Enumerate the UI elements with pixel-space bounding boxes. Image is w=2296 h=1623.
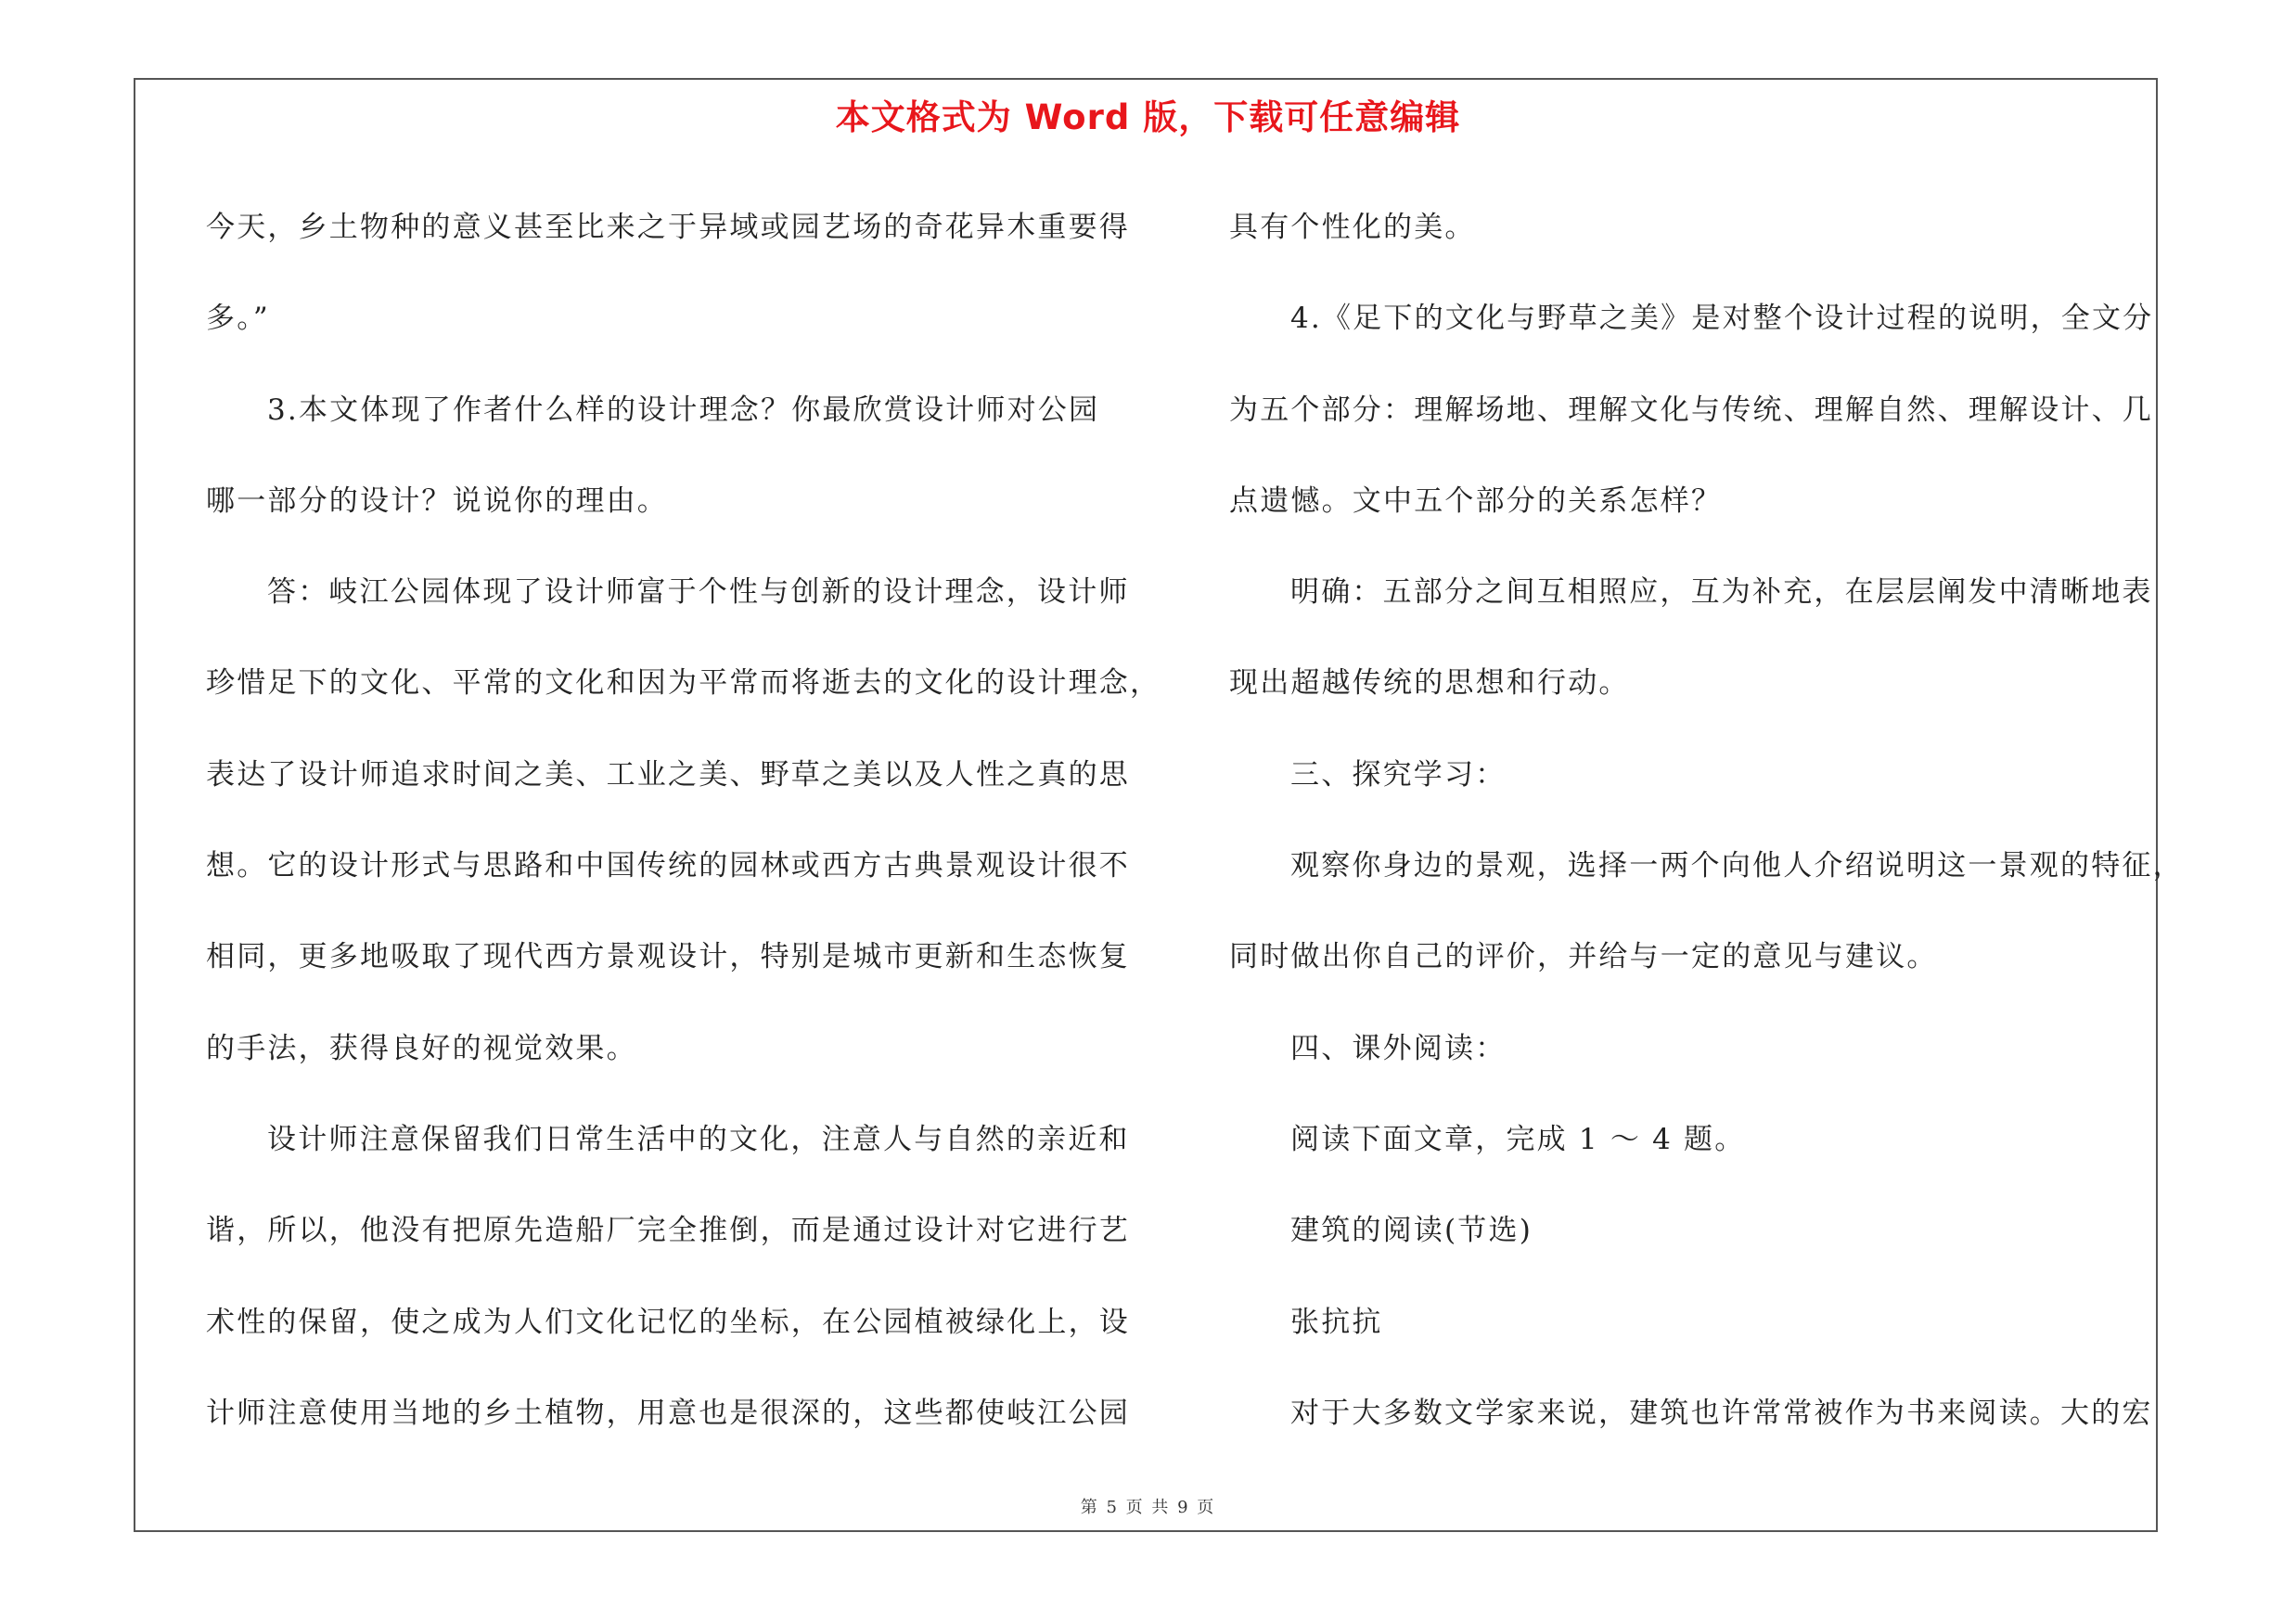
section-heading: 四、课外阅读： [1290,1031,1507,1065]
text-line: 明确：五部分之间互相照应，互为补充，在层层阐发中清晰地表 [1290,575,2153,610]
text-line: 珍惜足下的文化、平常的文化和因为平常而将逝去的文化的设计理念， [206,666,1161,701]
text-line: 4.《足下的文化与野草之美》是对整个设计过程的说明，全文分 [1290,302,2154,336]
section-heading: 三、探究学习： [1290,757,1507,792]
text-line: 阅读下面文章，完成 1 ～ 4 题。 [1290,1122,1746,1156]
text-line: 计师注意使用当地的乡土植物，用意也是很深的，这些都使岐江公园 [206,1396,1130,1430]
text-line: 同时做出你自己的评价，并给与一定的意见与建议。 [1229,940,1938,974]
text-line: 表达了设计师追求时间之美、工业之美、野草之美以及人性之真的思 [206,757,1130,792]
text-line: 谐，所以，他没有把原先造船厂完全推倒，而是通过设计对它进行艺 [206,1214,1130,1248]
text-line: 点遗憾。文中五个部分的关系怎样？ [1229,483,1723,518]
article-author: 张抗抗 [1290,1305,1383,1339]
text-line: 相同，更多地吸取了现代西方景观设计，特别是城市更新和生态恢复 [206,940,1130,974]
text-line: 术性的保留，使之成为人们文化记忆的坐标，在公园植被绿化上，设 [206,1305,1130,1339]
text-line: 设计师注意保留我们日常生活中的文化，注意人与自然的亲近和 [267,1122,1130,1156]
text-line: 为五个部分：理解场地、理解文化与传统、理解自然、理解设计、几 [1229,393,2153,427]
text-line: 答：岐江公园体现了设计师富于个性与创新的设计理念，设计师 [267,575,1130,610]
text-line: 具有个性化的美。 [1229,211,1476,244]
text-line: 对于大多数文学家来说，建筑也许常常被作为书来阅读。大的宏 [1290,1396,2153,1430]
header-banner: 本文格式为 Word 版，下载可任意编辑 [835,97,1461,137]
text-line: 3.本文体现了作者什么样的设计理念？你最欣赏设计师对公园 [267,393,1100,427]
left-column [206,182,1161,1459]
article-title: 建筑的阅读(节选) [1290,1214,1533,1248]
text-line: 观察你身边的景观，选择一两个向他人介绍说明这一景观的特征， [1290,849,2184,883]
page-number: 第 5 页 共 9 页 [1080,1498,1216,1517]
right-column [1229,182,2184,1459]
text-line: 多。” [206,302,270,336]
text-line: 哪一部分的设计？说说你的理由。 [206,483,668,518]
text-line: 现出超越传统的思想和行动。 [1229,666,1630,701]
text-line: 今天，乡土物种的意义甚至比来之于异域或园艺场的奇花异木重要得 [206,211,1130,244]
text-line: 的手法，获得良好的视觉效果。 [206,1031,637,1065]
text-line: 想。它的设计形式与思路和中国传统的园林或西方古典景观设计很不 [206,849,1130,883]
